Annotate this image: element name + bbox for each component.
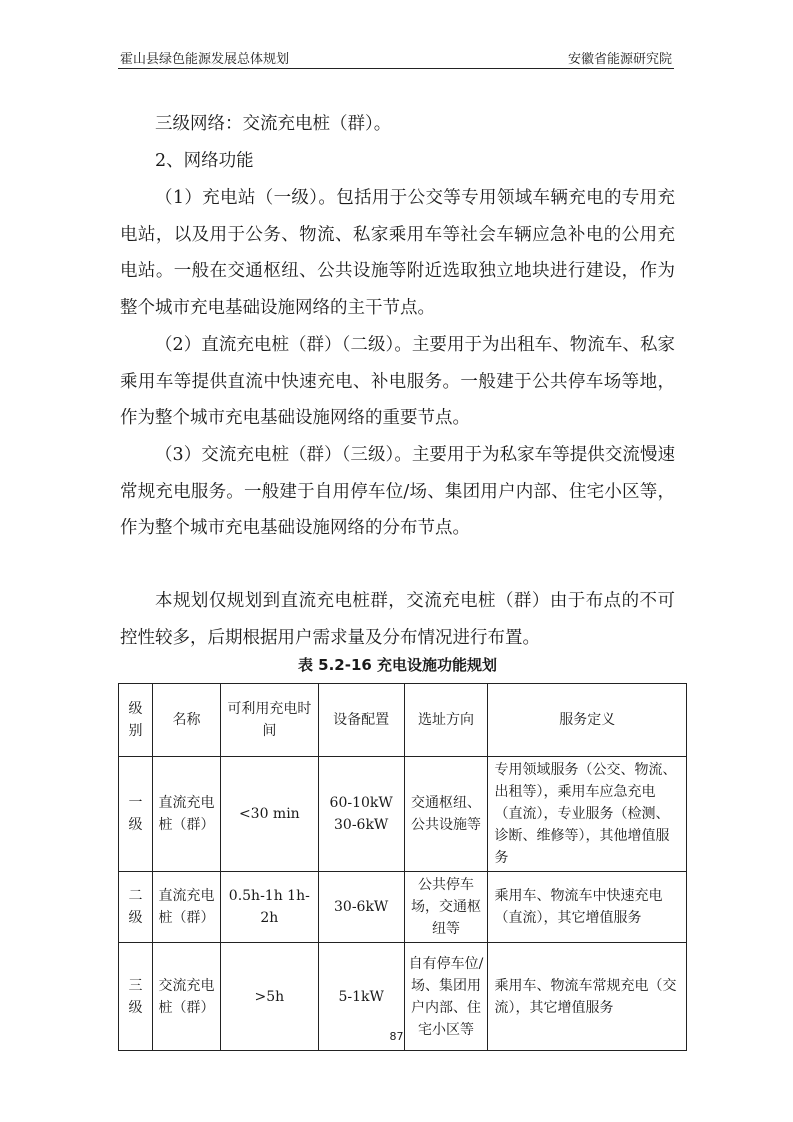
table-header-row [119,684,687,757]
paragraph-scope: 本规划仅规划到直流充电桩群，交流充电桩（群）由于布点的不可控性较多，后期根据用户需求量及分布情况进行布置。 [120,591,675,648]
cell-level: 二级 [119,872,153,943]
page-number: 87 [389,1030,404,1043]
header-level: 级别 [119,684,153,757]
cell-level: 三级 [119,943,153,1051]
header-service: 服务定义 [488,684,687,757]
cell-equipment: 60-10kW 30-6kW [318,757,404,872]
cell-service: 乘用车、物流车中快速充电（直流），其它增值服务 [488,872,687,943]
cell-site: 公共停车场，交通枢纽等 [404,872,488,943]
cell-level: 一级 [119,757,153,872]
header-document-title: 霍山县绿色能源发展总体规划 [120,52,290,67]
page-header [118,44,674,69]
header-organization: 安徽省能源研究院 [567,52,672,67]
cell-charging-time: <30 min [220,757,318,872]
header-equipment: 设备配置 [318,684,404,757]
cell-charging-time: >5h [220,943,318,1051]
paragraph-level-3: （3）交流充电桩（群）（三级）。主要用于为私家车等提供交流慢速常规充电服务。一般建于自用停车位/场、集团用户内部、住宅小区等，作为整个城市充电基础设施网络的分布节点。 [120,445,675,538]
cell-site: 交通枢纽、公共设施等 [404,757,488,872]
cell-charging-time: 0.5h-1h 1h-2h [220,872,318,943]
cell-site: 自有停车位/场、集团用户内部、住宅小区等 [404,943,488,1051]
charging-facility-table [118,683,687,1051]
table-row [119,757,687,872]
section-heading-network-function: 2、网络功能 [155,151,254,171]
header-name: 名称 [152,684,220,757]
cell-service: 乘用车、物流车常规充电（交流），其它增值服务 [488,943,687,1051]
table-row [119,872,687,943]
cell-name: 直流充电桩（群） [152,872,220,943]
cell-name: 交流充电桩（群） [152,943,220,1051]
cell-name: 直流充电桩（群） [152,757,220,872]
paragraph-third-level: 三级网络：交流充电桩（群）。 [155,114,392,134]
cell-service: 专用领域服务（公交、物流、出租等），乘用车应急充电（直流），专业服务（检测、诊断、维修等），其他增值服务 [488,757,687,872]
paragraph-level-1: （1）充电站（一级）。包括用于公交等专用领域车辆充电的专用充电站，以及用于公务、物流、私家乘用车等社会车辆应急补电的公用充电站。一般在交通枢纽、公共设施等附近选取独立地块进行建设，作为整个城市充电基础设施网络的主干节点。 [120,188,675,318]
cell-equipment: 30-6kW [318,872,404,943]
cell-equipment: 5-1kW [318,943,404,1051]
header-charging-time: 可利用充电时间 [220,684,318,757]
table-caption: 表 5.2-16 充电设施功能规划 [297,656,498,674]
header-site: 选址方向 [404,684,488,757]
paragraph-level-2: （2）直流充电桩（群）（二级）。主要用于为出租车、物流车、私家乘用车等提供直流中快速充电、补电服务。一般建于公共停车场等地，作为整个城市充电基础设施网络的重要节点。 [120,335,675,428]
